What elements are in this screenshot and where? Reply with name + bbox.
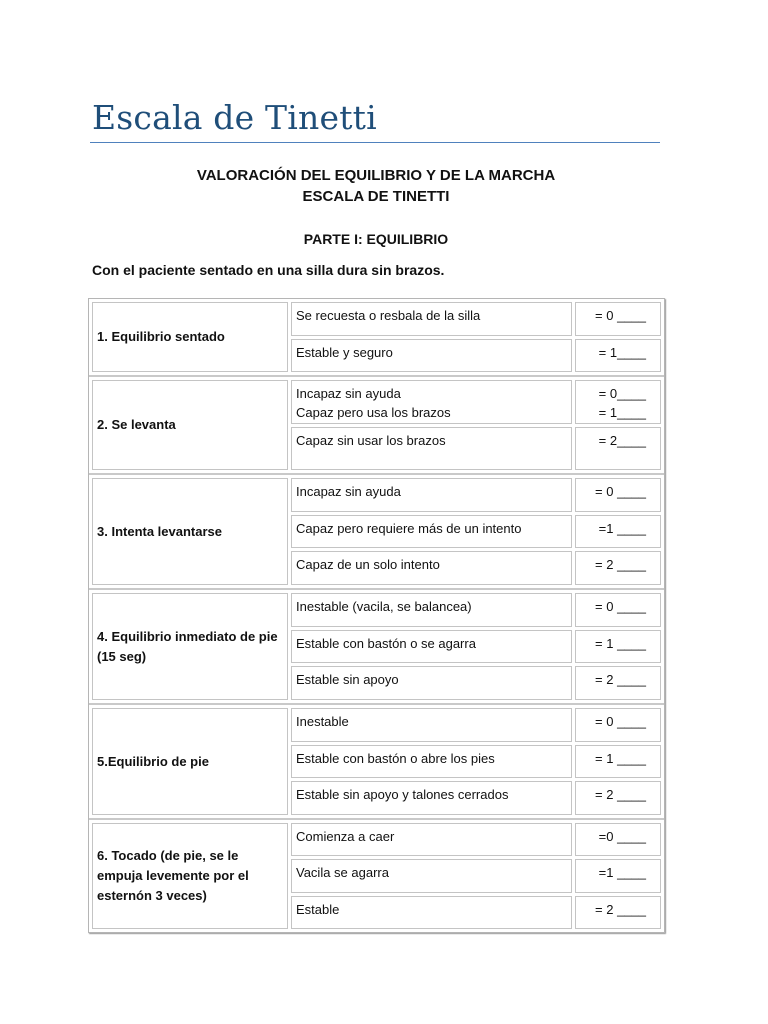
option-text-line: Se recuesta o resbala de la silla bbox=[296, 308, 481, 323]
option-score bbox=[575, 666, 661, 700]
scale-item-row bbox=[89, 590, 664, 705]
option-text bbox=[291, 427, 572, 471]
option-text bbox=[291, 551, 572, 585]
option-text-line: Estable y seguro bbox=[296, 344, 393, 360]
option-row bbox=[291, 478, 661, 512]
item-options bbox=[288, 590, 664, 703]
option-row bbox=[291, 859, 661, 892]
option-score-line: = 1____ bbox=[598, 344, 646, 360]
scale-item-row bbox=[89, 475, 664, 590]
item-label: 2. Se levanta bbox=[92, 380, 288, 470]
option-text bbox=[291, 478, 572, 512]
option-row bbox=[291, 896, 661, 929]
title-underline bbox=[90, 142, 660, 143]
option-row bbox=[291, 551, 661, 585]
option-text bbox=[291, 593, 572, 627]
option-text bbox=[291, 666, 572, 700]
option-score bbox=[575, 302, 661, 336]
option-text-line: Capaz de un solo intento bbox=[296, 557, 440, 573]
item-options bbox=[288, 299, 664, 375]
option-score-line: = 2 ____ bbox=[595, 557, 646, 573]
option-text bbox=[291, 823, 572, 856]
option-score bbox=[575, 859, 661, 892]
option-score bbox=[575, 781, 661, 815]
item-options bbox=[288, 820, 664, 932]
option-text bbox=[291, 708, 572, 742]
scale-item-row bbox=[89, 705, 664, 820]
item-options bbox=[288, 475, 664, 588]
option-row bbox=[291, 823, 661, 856]
option-score bbox=[575, 427, 661, 471]
item-label: 1. Equilibrio sentado bbox=[92, 302, 288, 372]
option-row bbox=[291, 380, 661, 424]
option-text bbox=[291, 339, 572, 373]
option-row bbox=[291, 427, 661, 471]
intro-text: Con el paciente sentado en una silla dura sin brazos. bbox=[92, 262, 445, 278]
option-score bbox=[575, 478, 661, 512]
item-label: 6. Tocado (de pie, se le empuja levemente por el esternón 3 veces) bbox=[92, 823, 288, 929]
main-heading: VALORACIÓN DEL EQUILIBRIO Y DE LA MARCHA bbox=[196, 167, 556, 184]
option-text-line: Estable sin apoyo bbox=[296, 672, 399, 688]
item-label: 5.Equilibrio de pie bbox=[92, 708, 288, 815]
option-text-line: Estable con bastón o se agarra bbox=[296, 635, 476, 651]
option-score-line: = 2 ____ bbox=[595, 787, 646, 803]
option-score bbox=[575, 593, 661, 627]
option-text bbox=[291, 859, 572, 892]
option-score-line: = 1____ bbox=[598, 405, 646, 420]
scale-item-row bbox=[89, 820, 664, 932]
scale-item-row bbox=[89, 299, 664, 377]
option-score-line: = 2 ____ bbox=[595, 901, 646, 917]
option-row bbox=[291, 666, 661, 700]
option-score-line: = 1 ____ bbox=[595, 635, 646, 651]
option-text bbox=[291, 515, 572, 549]
document-title: Escala de Tinetti bbox=[92, 98, 377, 137]
option-row bbox=[291, 630, 661, 664]
item-label: 4. Equilibrio inmediato de pie (15 seg) bbox=[92, 593, 288, 700]
option-score-line: =1 ____ bbox=[598, 865, 646, 881]
option-text bbox=[291, 781, 572, 815]
sub-heading: ESCALA DE TINETTI bbox=[302, 188, 450, 205]
option-text-line: Incapaz sin ayuda bbox=[296, 386, 401, 401]
option-score-line: =0 ____ bbox=[598, 829, 646, 844]
option-row bbox=[291, 708, 661, 742]
item-label: 3. Intenta levantarse bbox=[92, 478, 288, 585]
option-text bbox=[291, 302, 572, 336]
option-score bbox=[575, 708, 661, 742]
option-row bbox=[291, 339, 661, 373]
option-text-line: Vacila se agarra bbox=[296, 865, 389, 881]
option-text-line: Comienza a caer bbox=[296, 829, 395, 844]
option-score-line: = 0 ____ bbox=[595, 599, 646, 614]
option-row bbox=[291, 515, 661, 549]
option-score bbox=[575, 896, 661, 929]
option-text-line: Capaz sin usar los brazos bbox=[296, 432, 446, 448]
option-row bbox=[291, 593, 661, 627]
option-score bbox=[575, 823, 661, 856]
option-row bbox=[291, 745, 661, 779]
option-text-line: Estable bbox=[296, 901, 340, 917]
option-text bbox=[291, 630, 572, 664]
option-text bbox=[291, 896, 572, 929]
option-score-line: = 2____ bbox=[598, 432, 646, 448]
option-score bbox=[575, 380, 661, 424]
option-row bbox=[291, 781, 661, 815]
balance-scale-table bbox=[88, 298, 665, 933]
option-score bbox=[575, 339, 661, 373]
option-score-line: = 0 ____ bbox=[595, 714, 646, 729]
option-score-line: = 0 ____ bbox=[595, 484, 646, 499]
option-score bbox=[575, 551, 661, 585]
option-text-line: Incapaz sin ayuda bbox=[296, 484, 401, 499]
option-text-line: Capaz pero requiere más de un intento bbox=[296, 520, 522, 536]
option-score-line: =1 ____ bbox=[598, 520, 646, 536]
item-options bbox=[288, 705, 664, 818]
part-title: PARTE I: EQUILIBRIO bbox=[303, 231, 449, 247]
option-score bbox=[575, 515, 661, 549]
option-text-line: Inestable (vacila, se balancea) bbox=[296, 599, 472, 614]
option-text-line: Capaz pero usa los brazos bbox=[296, 405, 451, 420]
option-row bbox=[291, 302, 661, 336]
option-text-line: Estable sin apoyo y talones cerrados bbox=[296, 787, 509, 803]
option-score bbox=[575, 745, 661, 779]
option-text bbox=[291, 745, 572, 779]
option-score-line: = 2 ____ bbox=[595, 672, 646, 688]
option-score bbox=[575, 630, 661, 664]
scale-item-row bbox=[89, 377, 664, 475]
option-score-line: = 0____ bbox=[598, 386, 646, 401]
item-options bbox=[288, 377, 664, 473]
option-score-line: = 0 ____ bbox=[595, 308, 646, 323]
option-text-line: Estable con bastón o abre los pies bbox=[296, 750, 495, 766]
option-score-line: = 1 ____ bbox=[595, 750, 646, 766]
option-text bbox=[291, 380, 572, 424]
option-text-line: Inestable bbox=[296, 714, 349, 729]
